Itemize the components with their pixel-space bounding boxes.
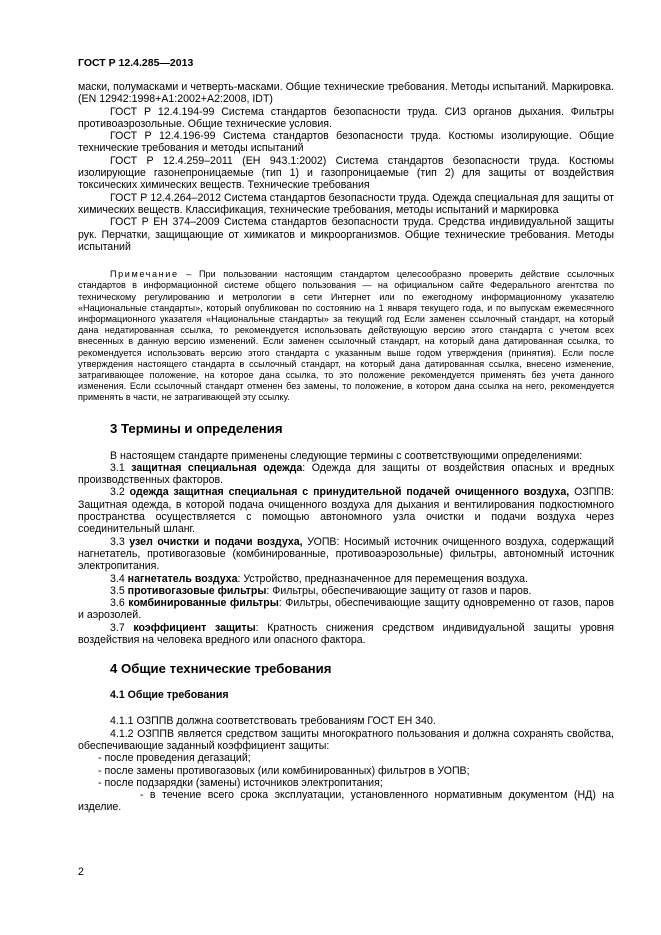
reference-item: ГОСТ Р 12.4.264–2012 Система стандартов безопасности труда. Одежда специальная для защиты от химических веществ. Классификация, технические требования, методы испытаний и маркировка: [78, 191, 614, 216]
term-name: нагнетатель воздуха: [127, 572, 238, 585]
subsection-4-1-title: 4.1 Общие требования: [110, 689, 229, 702]
reference-item: ГОСТ Р 12.4.196-99 Система стандартов безопасности труда. Костюмы изолирующие. Общие технические требования и методы испытаний: [78, 130, 614, 155]
term-definition: [78, 573, 614, 585]
term-def: : Кратность снижения средством индивидуальной защиты уровня воздействия на человека вредного или опасного фактора.: [78, 621, 615, 647]
term-name: противогазовые фильтры: [127, 584, 267, 597]
page-number: 2: [78, 866, 84, 878]
section-3-intro: В настоящем стандарте применены следующие термины с соответствующими определениями:: [110, 449, 583, 462]
term-number: 3.7: [110, 621, 134, 634]
term-def: : Фильтры, обеспечивающие защиту от газов и паров.: [266, 584, 532, 597]
term-name: узел очистки и подачи воздуха,: [129, 535, 303, 548]
term-number: 3.2: [110, 486, 130, 499]
reference-item: ГОСТ Р 12.4.194-99 Система стандартов безопасности труда. СИЗ органов дыхания. Фильтры противоаэрозольные. Общие технические условия.: [78, 105, 614, 130]
term-def: : Устройство, предназначенное для перемещения воздуха.: [237, 572, 528, 585]
term-def: : Одежда для защиты от воздействия опасных и вредных производственных факторов.: [78, 461, 615, 487]
term-def: УОПВ: Носимый источник очищенного воздуха, содержащий нагнетатель, противогазовые (комбинированные, противоаэрозольные) фильтры, автономный источник электропитания.: [78, 535, 615, 573]
reference-item: ГОСТ Р ЕН 374–2009 Система стандартов безопасности труда. Средства индивидуальной защиты рук. Перчатки, защищающие от химикатов и микроорганизмов. Общие технические требования. Методы испытаний: [78, 216, 614, 253]
term-number: 3.1: [110, 461, 132, 474]
term-number: 3.4: [110, 572, 128, 585]
note-text: – При пользовании настоящим стандартом целесообразно проверить действие ссылочных стандартов в информационной системе общего пользования — на официальном сайте Федерального агентства по техническому регулированию и метрологии в сети Интернет или по ежегодному информационному указателю «Национальные стандарты», который опубликован по состоянию на 1 января текущего года, и по выпускам ежемесячного информационного указателя «Национальные стандарты» за текущий год Если заменен ссылочный стандарт, на который дана недатированная ссылка, то рекомендуется использовать действующую версию этого стандарта с учетом всех внесенных в данную версию изменений. Если заменен ссылочный стандарт, на который дана датированная ссылка, то рекомендуется использовать версию этого стандарта с указанным выше годом утверждения (принятия). Если после утверждения настоящего стандарта в ссылочный стандарт, на который дана датированная ссылка, внесено изменение, затрагивающее положение, на которое дана ссылка, то это положение рекомендуется применять без учета данного изменения. Если ссылочный стандарт отменен без замены, то положение, в котором дана ссылка на него, рекомендуется применять в части, не затрагивающей эту ссылку.: [78, 269, 614, 403]
term-definition: [78, 622, 614, 647]
list-item: - после подзарядки (замены) источников электропитания;: [98, 776, 383, 789]
section-3-title: 3 Термины и определения: [110, 420, 283, 436]
clause-4-1-1: 4.1.1 ОЗППВ должна соответствовать требованиям ГОСТ ЕН 340.: [110, 715, 436, 728]
term-name: коэффициент защиты: [133, 621, 256, 634]
clause-4-1-2: 4.1.2 ОЗППВ является средством защиты многократного пользования и должна сохранять свойства, обеспечивающие заданный коэффициент защиты:: [78, 727, 614, 752]
term-number: 3.3: [110, 535, 130, 548]
term-definition: [78, 462, 614, 487]
term-definition: [78, 486, 614, 535]
term-def: : Фильтры, обеспечивающие защиту одновременно от газов, паров и аэрозолей.: [78, 597, 615, 622]
note-label: Примечание: [110, 269, 179, 280]
term-name: защитная специальная одежда: [131, 461, 303, 474]
page-content: [78, 81, 614, 814]
term-definition: [78, 585, 614, 597]
term-definition: [78, 597, 614, 622]
term-name: одежда защитная специальная с принудительной подачей очищенного воздуха,: [129, 486, 570, 499]
reference-continued: маски, полумасками и четверть-масками. Общие технические требования. Методы испытаний. Маркировка. (EN 12942:1998+A1:2002+A2:2008, IDT): [78, 81, 614, 106]
section-4-title: 4 Общие технические требования: [110, 661, 332, 677]
list-item: - после проведения дегазаций;: [98, 752, 251, 765]
term-number: 3.6: [110, 597, 129, 610]
reference-item: ГОСТ Р 12.4.259–2011 (ЕН 943.1:2002) Система стандартов безопасности труда. Костюмы изолирующие газонепроницаемые (тип 1) и газопроницаемые (тип 2) для защиты от воздействия токсических химических веществ. Технические требования: [78, 154, 614, 192]
term-name: комбинированные фильтры: [128, 597, 279, 610]
term-definition: [78, 536, 614, 573]
list-item: - после замены противогазовых (или комбинированных) фильтров в УОПВ;: [98, 764, 470, 777]
list-item: - в течение всего срока эксплуатации, установленного нормативным документом (НД) на изделие.: [78, 789, 614, 814]
term-number: 3.5: [110, 584, 128, 597]
term-def: ОЗППВ: Защитная одежда, в которой подача очищенного воздуха для дыхания и вентилирования подкостюмного пространства осуществляется с помощью автономного узла очистки и подачи воздуха через соединительный шланг.: [78, 486, 614, 536]
note-paragraph: [78, 269, 614, 403]
document-header: ГОСТ Р 12.4.285—2013: [78, 57, 194, 69]
